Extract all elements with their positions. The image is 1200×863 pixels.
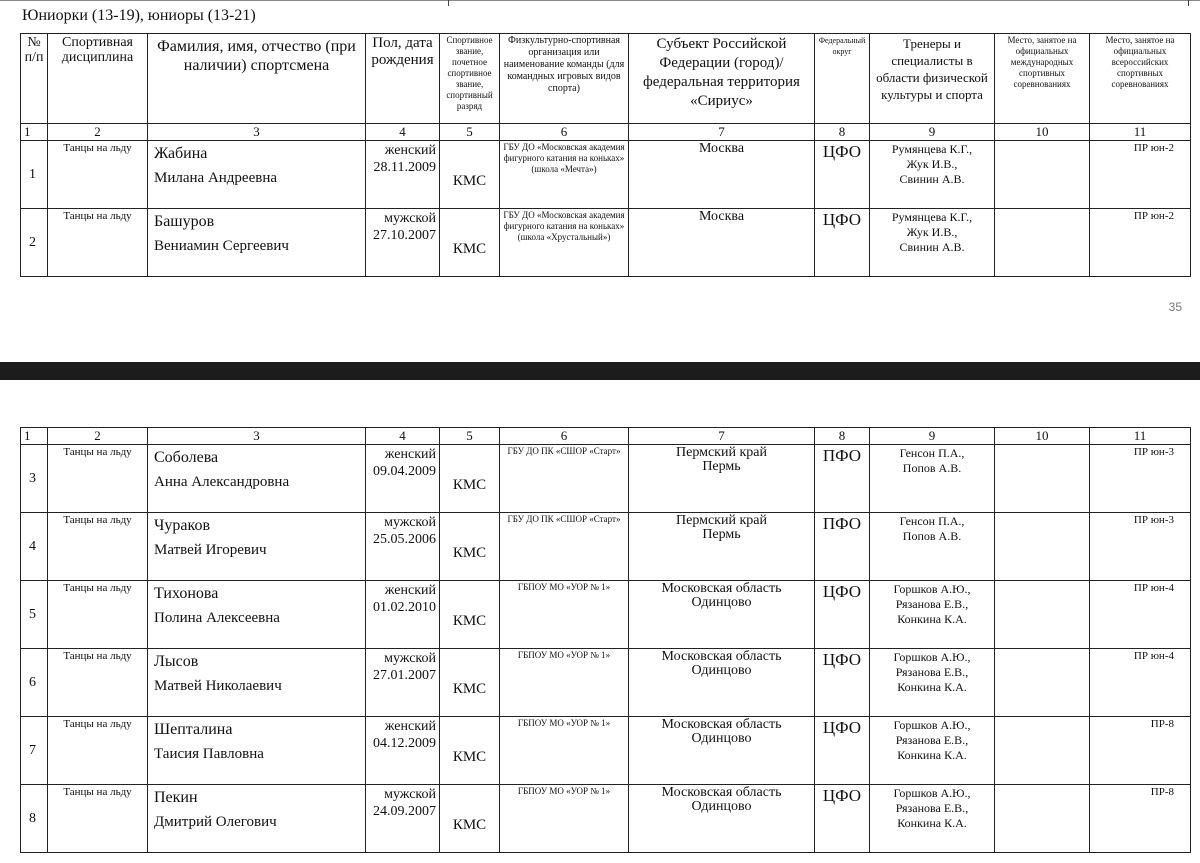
row-index: 7 [21,717,48,785]
column-number: 3 [148,124,366,141]
document-page-upper [0,0,1200,362]
athlete-surname: Жабина [154,145,208,162]
athlete-given-names: Милана Андреевна [154,170,278,186]
region-cell [629,445,815,513]
column-number: 10 [995,124,1090,141]
athlete-sex: мужской [384,515,436,530]
coach-name: Горшков А.Ю., [893,582,971,596]
coach-name: Свинин А.В. [899,172,965,186]
athlete-row [21,445,1191,513]
sport-rank-cell: КМС [440,717,500,785]
region-name: Москва [698,141,745,156]
international-place-cell [995,581,1090,649]
athlete-sex: женский [384,719,436,734]
region-name: Московская область [661,581,782,596]
column-number: 11 [1090,428,1191,445]
athlete-birth-date: 04.12.2009 [373,736,436,751]
coaches-cell [870,445,995,513]
city-name: Одинцово [691,663,752,678]
coaches-cell [870,209,995,277]
sex-dob-cell [366,445,440,513]
coach-name: Конкина К.А. [897,612,967,626]
federal-district-cell: ЦФО [815,785,870,853]
coach-name: Рязанова Е.В., [895,801,969,815]
coaches-cell [870,513,995,581]
column-number: 3 [148,428,366,445]
international-place-cell [995,141,1090,209]
athletes-table-lower [20,427,1191,853]
column-number: 7 [629,124,815,141]
header-cell: Тренеры и специалисты в области физической культуры и спорта [870,34,995,124]
column-number: 2 [48,124,148,141]
coach-name: Генсон П.А., [899,446,965,460]
athlete-name-cell [148,581,366,649]
federal-district-cell: ЦФО [815,141,870,209]
athlete-birth-date: 01.02.2010 [373,600,436,615]
sex-dob-cell [366,785,440,853]
sex-dob-cell [366,513,440,581]
sex-dob-cell [366,209,440,277]
national-place-cell: ПР-8 [1090,717,1191,785]
sport-organization-cell: ГБПОУ МО «УОР № 1» [500,785,629,853]
athlete-surname: Лысов [154,653,199,670]
column-number: 8 [815,428,870,445]
city-name: Одинцово [691,799,752,814]
federal-district-cell: ПФО [815,513,870,581]
athlete-sex: женский [384,583,436,598]
athlete-name-cell [148,649,366,717]
sport-organization-cell: ГБУ ДО ПК «СШОР «Старт» [500,513,629,581]
athlete-given-names: Матвей Николаевич [154,678,282,694]
sport-organization-cell: ГБПОУ МО «УОР № 1» [500,581,629,649]
athlete-birth-date: 09.04.2009 [373,464,436,479]
discipline-cell: Танцы на льду [48,513,148,581]
row-index: 3 [21,445,48,513]
athlete-name-cell [148,209,366,277]
coach-name: Попов А.В. [902,461,962,475]
sport-rank-cell: КМС [440,445,500,513]
athlete-sex: женский [384,447,436,462]
sex-dob-cell [366,649,440,717]
sport-rank-cell: КМС [440,581,500,649]
column-number: 11 [1090,124,1191,141]
top-rule [0,0,1200,1]
column-number: 5 [440,124,500,141]
coaches-cell [870,581,995,649]
coach-name: Рязанова Е.В., [895,597,969,611]
athlete-given-names: Анна Александровна [154,474,290,490]
sex-dob-cell [366,581,440,649]
international-place-cell [995,785,1090,853]
coach-name: Конкина К.А. [897,816,967,830]
coaches-cell [870,785,995,853]
athlete-name-cell [148,141,366,209]
athlete-surname: Шепталина [154,721,233,738]
column-number: 8 [815,124,870,141]
column-number: 6 [500,124,629,141]
athlete-name-cell [148,717,366,785]
coach-name: Горшков А.Ю., [893,786,971,800]
region-name: Московская область [661,717,782,732]
athletes-table-upper-body [21,141,1191,277]
region-name: Пермский край [676,513,767,528]
region-cell [629,513,815,581]
discipline-cell: Танцы на льду [48,141,148,209]
coach-name: Конкина К.А. [897,748,967,762]
row-index: 5 [21,581,48,649]
athlete-row [21,785,1191,853]
athlete-given-names: Матвей Игоревич [154,542,267,558]
region-cell [629,141,815,209]
top-rule-tick [1188,0,1189,6]
athlete-row [21,141,1191,209]
federal-district-cell: ЦФО [815,209,870,277]
column-number: 6 [500,428,629,445]
region-name: Московская область [661,785,782,800]
region-cell [629,209,815,277]
sport-organization-cell: ГБУ ДО «Московская академия фигурного катания на коньках» (школа «Мечта») [500,141,629,209]
federal-district-cell: ЦФО [815,649,870,717]
international-place-cell [995,445,1090,513]
athlete-given-names: Вениамин Сергеевич [154,238,289,254]
city-name: Пермь [702,527,741,542]
row-index: 4 [21,513,48,581]
sport-organization-cell: ГБУ ДО «Московская академия фигурного катания на коньках» (школа «Хрустальный») [500,209,629,277]
header-row [21,34,1191,124]
row-index: 2 [21,209,48,277]
column-number: 1 [21,428,48,445]
federal-district-cell: ПФО [815,445,870,513]
athlete-row [21,649,1191,717]
athlete-row [21,717,1191,785]
column-number-row [21,124,1191,141]
page-separator [0,362,1200,380]
athlete-given-names: Дмитрий Олегович [154,814,277,830]
discipline-cell: Танцы на льду [48,445,148,513]
coach-name: Свинин А.В. [899,240,965,254]
header-cell: № п/п [21,34,48,124]
row-index: 1 [21,141,48,209]
header-cell: Федеральный округ [815,34,870,124]
athlete-name-cell [148,513,366,581]
athlete-given-names: Таисия Павловна [154,746,264,762]
international-place-cell [995,513,1090,581]
international-place-cell [995,649,1090,717]
coach-name: Горшков А.Ю., [893,718,971,732]
column-number: 9 [870,428,995,445]
column-number: 9 [870,124,995,141]
athlete-sex: мужской [384,211,436,226]
national-place-cell: ПР юн-4 [1090,649,1191,717]
athlete-row [21,581,1191,649]
city-name: Одинцово [691,731,752,746]
national-place-cell: ПР юн-4 [1090,581,1191,649]
international-place-cell [995,717,1090,785]
athlete-given-names: Полина Алексеевна [154,610,280,626]
athlete-surname: Пекин [154,789,198,806]
sport-rank-cell: КМС [440,513,500,581]
city-name: Пермь [702,459,741,474]
region-cell [629,785,815,853]
coach-name: Рязанова Е.В., [895,665,969,679]
national-place-cell: ПР юн-2 [1090,141,1191,209]
coach-name: Жук И.В., [906,225,958,239]
federal-district-cell: ЦФО [815,581,870,649]
header-cell: Физкультурно-спортивная организация или наименование команды (для командных игровых видов спорта) [500,34,629,124]
athlete-surname: Тихонова [154,585,219,602]
national-place-cell: ПР юн-3 [1090,513,1191,581]
header-cell: Пол, дата рождения [366,34,440,124]
sport-rank-cell: КМС [440,785,500,853]
column-number: 4 [366,428,440,445]
region-name: Московская область [661,649,782,664]
column-number: 5 [440,428,500,445]
international-place-cell [995,209,1090,277]
coaches-cell [870,141,995,209]
athlete-birth-date: 27.10.2007 [373,228,436,243]
athlete-sex: мужской [384,787,436,802]
section-title: Юниорки (13-19), юниоры (13-21) [22,7,256,24]
row-index: 8 [21,785,48,853]
federal-district-cell: ЦФО [815,717,870,785]
row-index: 6 [21,649,48,717]
national-place-cell: ПР-8 [1090,785,1191,853]
top-rule-tick [448,0,449,6]
discipline-cell: Танцы на льду [48,717,148,785]
athlete-name-cell [148,445,366,513]
athletes-table-lower-body [21,445,1191,853]
header-cell: Спортивное звание, почетное спортивное звание, спортивный разряд [440,34,500,124]
column-number: 4 [366,124,440,141]
discipline-cell: Танцы на льду [48,649,148,717]
column-number: 10 [995,428,1090,445]
coach-name: Рязанова Е.В., [895,733,969,747]
athlete-birth-date: 28.11.2009 [373,160,436,175]
header-cell: Спортивная дисциплина [48,34,148,124]
sex-dob-cell [366,141,440,209]
sport-organization-cell: ГБПОУ МО «УОР № 1» [500,649,629,717]
header-cell: Фамилия, имя, отчество (при наличии) спортсмена [148,34,366,124]
discipline-cell: Танцы на льду [48,209,148,277]
athlete-surname: Чураков [154,517,211,534]
region-cell [629,717,815,785]
coaches-cell [870,649,995,717]
athlete-surname: Башуров [154,213,215,230]
athlete-surname: Соболева [154,449,219,466]
athlete-row [21,513,1191,581]
coach-name: Генсон П.А., [899,514,965,528]
national-place-cell: ПР юн-3 [1090,445,1191,513]
sport-rank-cell: КМС [440,209,500,277]
sport-rank-cell: КМС [440,649,500,717]
sport-rank-cell: КМС [440,141,500,209]
sport-organization-cell: ГБУ ДО ПК «СШОР «Старт» [500,445,629,513]
athlete-sex: мужской [384,651,436,666]
coach-name: Горшков А.Ю., [893,650,971,664]
athletes-table-upper [20,33,1191,277]
column-number: 2 [48,428,148,445]
region-cell [629,581,815,649]
national-place-cell: ПР юн-2 [1090,209,1191,277]
athlete-sex: женский [384,143,436,158]
coach-name: Жук И.В., [906,157,958,171]
header-cell: Место, занятое на официальных всероссийских спортивных соревнованиях [1090,34,1191,124]
athlete-birth-date: 24.09.2007 [373,804,436,819]
column-number-row [21,428,1191,445]
discipline-cell: Танцы на льду [48,785,148,853]
sport-organization-cell: ГБПОУ МО «УОР № 1» [500,717,629,785]
coaches-cell [870,717,995,785]
region-cell [629,649,815,717]
coach-name: Румянцева К.Г., [891,210,973,224]
coach-name: Попов А.В. [902,529,962,543]
page-number: 35 [1168,300,1182,314]
athlete-name-cell [148,785,366,853]
header-cell: Место, занятое на официальных международных спортивных соревнованиях [995,34,1090,124]
column-number: 1 [21,124,48,141]
city-name: Одинцово [691,595,752,610]
coach-name: Румянцева К.Г., [891,142,973,156]
column-number: 7 [629,428,815,445]
sex-dob-cell [366,717,440,785]
header-cell: Субъект Российской Федерации (город)/федеральная территория «Сириус» [629,34,815,124]
region-name: Пермский край [676,445,767,460]
athlete-birth-date: 25.05.2006 [373,532,436,547]
coach-name: Конкина К.А. [897,680,967,694]
athlete-row [21,209,1191,277]
athlete-birth-date: 27.01.2007 [373,668,436,683]
region-name: Москва [698,209,745,224]
document-page-lower [0,380,1200,863]
discipline-cell: Танцы на льду [48,581,148,649]
